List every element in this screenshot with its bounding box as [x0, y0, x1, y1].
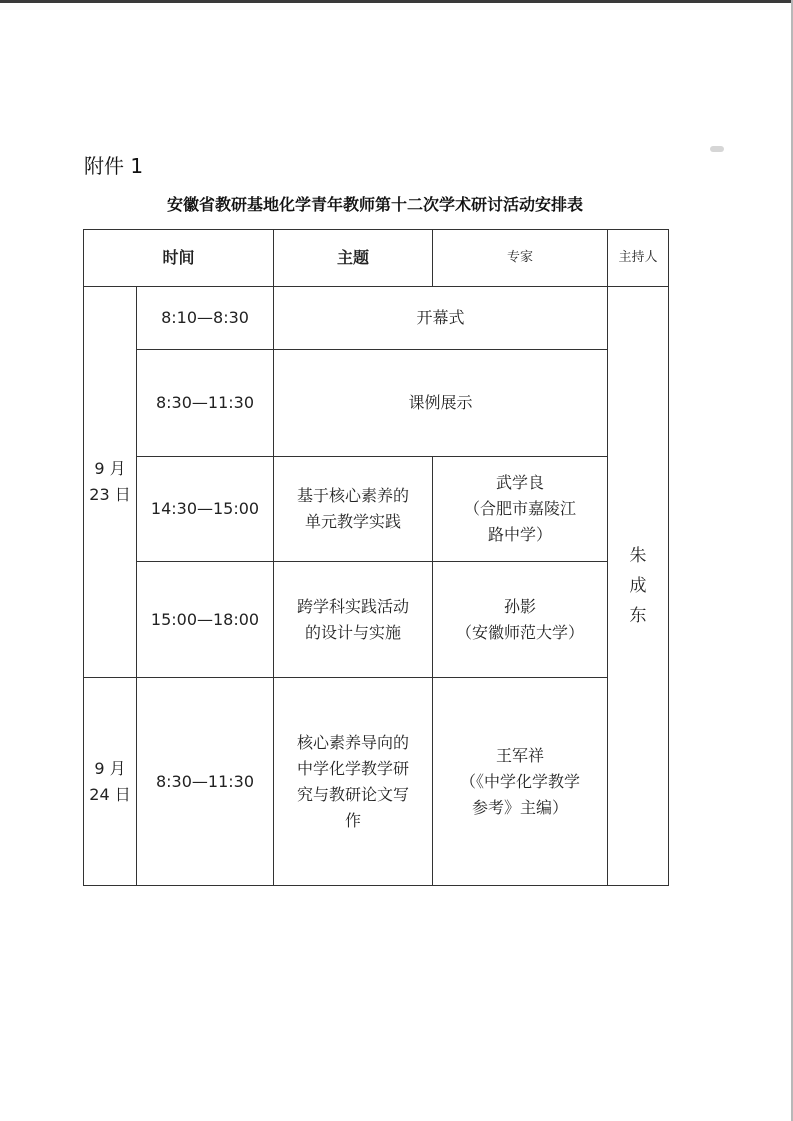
expert-cell: 武学良 （合肥市嘉陵江 路中学）: [433, 457, 608, 562]
header-time: 时间: [84, 230, 274, 287]
attachment-label: 附件 1: [84, 154, 144, 178]
theme-cell: 基于核心素养的 单元教学实践: [274, 457, 433, 562]
table-header-row: [84, 230, 669, 287]
time-cell: 8:30—11:30: [137, 350, 274, 457]
theme-cell: 开幕式: [274, 287, 608, 350]
schedule-table: [83, 229, 669, 886]
time-cell: 8:30—11:30: [137, 678, 274, 886]
header-theme: 主题: [274, 230, 433, 287]
theme-cell: 核心素养导向的 中学化学教学研 究与教研论文写 作: [274, 678, 433, 886]
date-cell: 9 月 24 日: [84, 678, 137, 886]
time-cell: 14:30—15:00: [137, 457, 274, 562]
host-name: 朱成东: [629, 546, 647, 626]
table-row: [84, 457, 669, 562]
table-row: [84, 350, 669, 457]
document-title: 安徽省教研基地化学青年教师第十二次学术研讨活动安排表: [166, 195, 583, 214]
table-row: [84, 287, 669, 350]
time-cell: 15:00—18:00: [137, 562, 274, 678]
table-row: [84, 678, 669, 886]
table-row: [84, 562, 669, 678]
scan-edge-top: [0, 0, 793, 3]
host-cell: [608, 287, 669, 886]
expert-cell: 孙影 （安徽师范大学）: [433, 562, 608, 678]
date-cell: 9 月 23 日: [84, 287, 137, 678]
header-host: 主持人: [608, 230, 669, 287]
header-expert: 专家: [433, 230, 608, 287]
theme-cell: 课例展示: [274, 350, 608, 457]
expert-cell: 王军祥 （《中学化学教学 参考》主编）: [433, 678, 608, 886]
scan-speck: [710, 146, 724, 152]
theme-cell: 跨学科实践活动 的设计与实施: [274, 562, 433, 678]
time-cell: 8:10—8:30: [137, 287, 274, 350]
